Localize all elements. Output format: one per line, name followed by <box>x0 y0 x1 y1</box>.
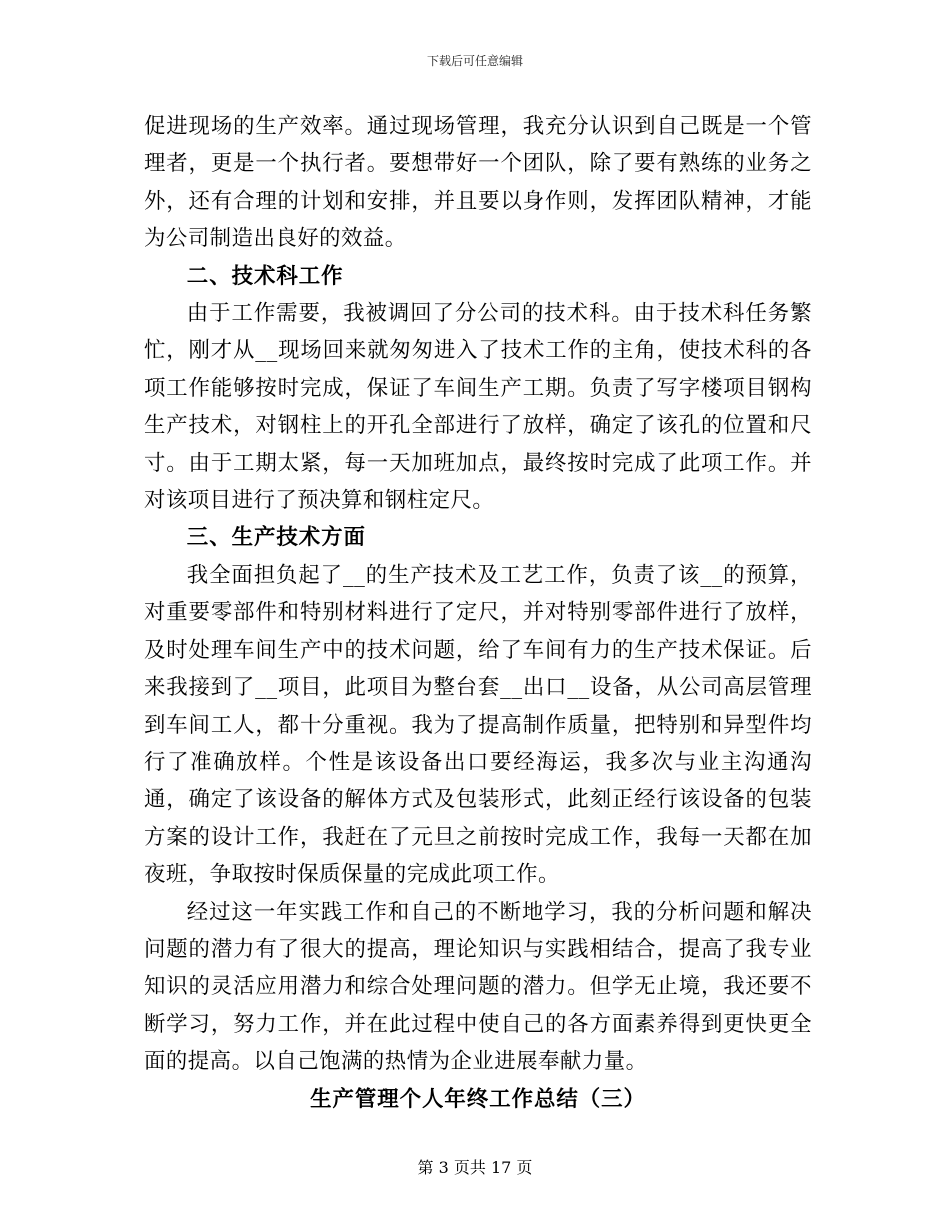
body-paragraph: 促进现场的生产效率。通过现场管理，我充分认识到自己既是一个管理者，更是一个执行者。要想带好一个团队，除了要有熟练的业务之外，还有合理的计划和安排，并且要以身作则，发挥团队精神，才能为公司制造出良好的效益。 <box>144 114 812 252</box>
body-paragraph: 经过这一年实践工作和自己的不断地学习，我的分析问题和解决问题的潜力有了很大的提高，理论知识与实践相结合，提高了我专业知识的灵活应用潜力和综合处理问题的潜力。但学无止境，我还要不断学习，努力工作，并在此过程中使自己的各方面素养得到更快更全面的提高。以自己饱满的热情为企业进展奉献力量。 <box>144 899 812 1075</box>
document-body <box>144 108 812 1118</box>
document-title: 生产管理个人年终工作总结（三） <box>310 1086 646 1112</box>
body-paragraph: 我全面担负起了__的生产技术及工艺工作，负责了该__的预算，对重要零部件和特别材料进行了定尺，并对特别零部件进行了放样，及时处理车间生产中的技术问题，给了车间有力的生产技术保证。后来我接到了__项目，此项目为整台套__出口__设备，从公司高层管理到车间工人，都十分重视。我为了提高制作质量，把特别和异型件均行了准确放样。个性是该设备出口要经海运，我多次与业主沟通沟通，确定了该设备的解体方式及包装形式，此刻正经行该设备的包装方案的设计工作，我赶在了元旦之前按时完成工作，我每一天都在加夜班，争取按时保质保量的完成此项工作。 <box>144 562 812 888</box>
page-header: 下载后可任意编辑 <box>426 54 523 68</box>
page-footer: 第 3 页共 17 页 <box>417 1158 533 1177</box>
body-paragraph: 由于工作需要，我被调回了分公司的技术科。由于技术科任务繁忙，刚才从__现场回来就匆匆进入了技术工作的主角，使技术科的各项工作能够按时完成，保证了车间生产工期。负责了写字楼项目钢构生产技术，对钢柱上的开孔全部进行了放样，确定了该孔的位置和尺寸。由于工期太紧，每一天加班加点，最终按时完成了此项工作。并对该项目进行了预决算和钢柱定尺。 <box>144 301 812 514</box>
section-heading: 二、技术科工作 <box>186 263 344 289</box>
section-heading: 三、生产技术方面 <box>186 525 366 551</box>
